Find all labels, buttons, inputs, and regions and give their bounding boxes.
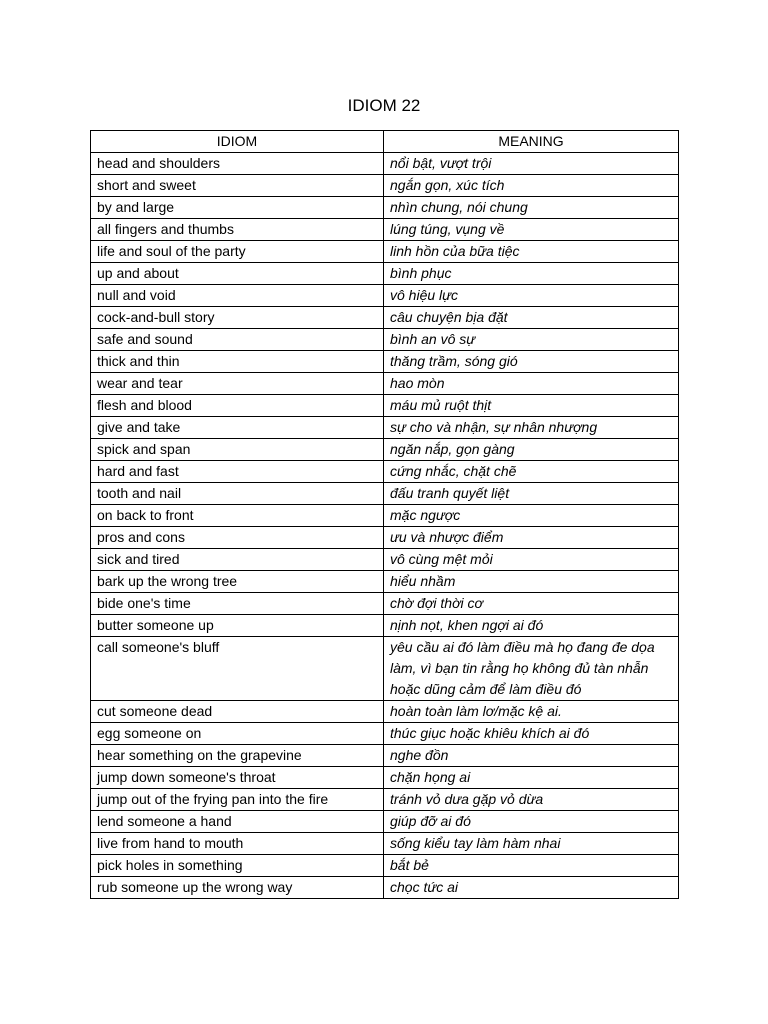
idiom-cell: call someone's bluff — [91, 637, 384, 701]
idiom-cell: cock-and-bull story — [91, 307, 384, 329]
table-row — [91, 351, 679, 373]
idiom-cell: cut someone dead — [91, 701, 384, 723]
table-row — [91, 285, 679, 307]
meaning-cell: hao mòn — [384, 373, 679, 395]
meaning-cell: chờ đợi thời cơ — [384, 593, 679, 615]
idiom-cell: spick and span — [91, 439, 384, 461]
table-row — [91, 461, 679, 483]
meaning-cell: ngắn gọn, xúc tích — [384, 175, 679, 197]
table-row — [91, 701, 679, 723]
idiom-cell: pros and cons — [91, 527, 384, 549]
table-row — [91, 373, 679, 395]
idiom-cell: give and take — [91, 417, 384, 439]
meaning-cell: thúc giục hoặc khiêu khích ai đó — [384, 723, 679, 745]
table-row — [91, 811, 679, 833]
table-row — [91, 395, 679, 417]
table-row — [91, 767, 679, 789]
idiom-cell: live from hand to mouth — [91, 833, 384, 855]
table-row — [91, 527, 679, 549]
table-row — [91, 745, 679, 767]
idiom-cell: lend someone a hand — [91, 811, 384, 833]
table-row — [91, 241, 679, 263]
idiom-cell: butter someone up — [91, 615, 384, 637]
meaning-cell: bắt bẻ — [384, 855, 679, 877]
meaning-cell: bình an vô sự — [384, 329, 679, 351]
idiom-cell: wear and tear — [91, 373, 384, 395]
idiom-cell: egg someone on — [91, 723, 384, 745]
idiom-cell: hear something on the grapevine — [91, 745, 384, 767]
meaning-cell: yêu cầu ai đó làm điều mà họ đang đe dọa làm, vì bạn tin rằng họ không đủ tàn nhẫn hoặc dũng cảm để làm điều đó — [384, 637, 679, 701]
table-row — [91, 307, 679, 329]
table-row — [91, 505, 679, 527]
meaning-cell: tránh vỏ dưa gặp vỏ dừa — [384, 789, 679, 811]
meaning-cell: cứng nhắc, chặt chẽ — [384, 461, 679, 483]
meaning-cell: nịnh nọt, khen ngợi ai đó — [384, 615, 679, 637]
meaning-cell: bình phục — [384, 263, 679, 285]
meaning-cell: lúng túng, vụng về — [384, 219, 679, 241]
meaning-cell: sống kiểu tay làm hàm nhai — [384, 833, 679, 855]
meaning-cell: mặc ngược — [384, 505, 679, 527]
table-row — [91, 153, 679, 175]
table-row — [91, 855, 679, 877]
meaning-cell: nổi bật, vượt trội — [384, 153, 679, 175]
idiom-cell: sick and tired — [91, 549, 384, 571]
meaning-cell: chặn họng ai — [384, 767, 679, 789]
meaning-cell: đấu tranh quyết liệt — [384, 483, 679, 505]
meaning-cell: thăng trầm, sóng gió — [384, 351, 679, 373]
table-row — [91, 483, 679, 505]
meaning-column-header: MEANING — [384, 131, 679, 153]
meaning-cell: chọc tức ai — [384, 877, 679, 899]
idiom-cell: short and sweet — [91, 175, 384, 197]
idiom-cell: bark up the wrong tree — [91, 571, 384, 593]
table-row — [91, 637, 679, 701]
meaning-cell: nhìn chung, nói chung — [384, 197, 679, 219]
meaning-cell: ưu và nhược điểm — [384, 527, 679, 549]
meaning-cell: vô hiệu lực — [384, 285, 679, 307]
meaning-cell: nghe đồn — [384, 745, 679, 767]
meaning-cell: máu mủ ruột thịt — [384, 395, 679, 417]
table-row — [91, 197, 679, 219]
table-row — [91, 593, 679, 615]
idiom-table — [90, 130, 679, 899]
table-row — [91, 417, 679, 439]
table-row — [91, 615, 679, 637]
meaning-cell: vô cùng mệt mỏi — [384, 549, 679, 571]
idiom-cell: jump out of the frying pan into the fire — [91, 789, 384, 811]
table-row — [91, 263, 679, 285]
meaning-cell: hoàn toàn làm lơ/mặc kệ ai. — [384, 701, 679, 723]
table-row — [91, 723, 679, 745]
idiom-cell: by and large — [91, 197, 384, 219]
meaning-cell: ngăn nắp, gọn gàng — [384, 439, 679, 461]
meaning-cell: hiểu nhầm — [384, 571, 679, 593]
idiom-cell: null and void — [91, 285, 384, 307]
idiom-cell: thick and thin — [91, 351, 384, 373]
table-header-row — [91, 131, 679, 153]
table-row — [91, 219, 679, 241]
idiom-cell: rub someone up the wrong way — [91, 877, 384, 899]
table-row — [91, 549, 679, 571]
meaning-cell: giúp đỡ ai đó — [384, 811, 679, 833]
page-title: IDIOM 22 — [347, 96, 421, 115]
idiom-cell: hard and fast — [91, 461, 384, 483]
idiom-cell: tooth and nail — [91, 483, 384, 505]
idiom-cell: pick holes in something — [91, 855, 384, 877]
meaning-cell: câu chuyện bịa đặt — [384, 307, 679, 329]
table-row — [91, 789, 679, 811]
idiom-cell: up and about — [91, 263, 384, 285]
idiom-cell: jump down someone's throat — [91, 767, 384, 789]
table-row — [91, 439, 679, 461]
idiom-cell: on back to front — [91, 505, 384, 527]
table-row — [91, 175, 679, 197]
table-row — [91, 833, 679, 855]
table-body — [91, 153, 679, 899]
meaning-cell: sự cho và nhận, sự nhân nhượng — [384, 417, 679, 439]
idiom-cell: bide one's time — [91, 593, 384, 615]
idiom-cell: life and soul of the party — [91, 241, 384, 263]
idiom-cell: head and shoulders — [91, 153, 384, 175]
idiom-cell: all fingers and thumbs — [91, 219, 384, 241]
idiom-cell: safe and sound — [91, 329, 384, 351]
table-row — [91, 329, 679, 351]
table-row — [91, 571, 679, 593]
idiom-cell: flesh and blood — [91, 395, 384, 417]
meaning-cell: linh hồn của bữa tiệc — [384, 241, 679, 263]
idiom-column-header: IDIOM — [91, 131, 384, 153]
table-row — [91, 877, 679, 899]
